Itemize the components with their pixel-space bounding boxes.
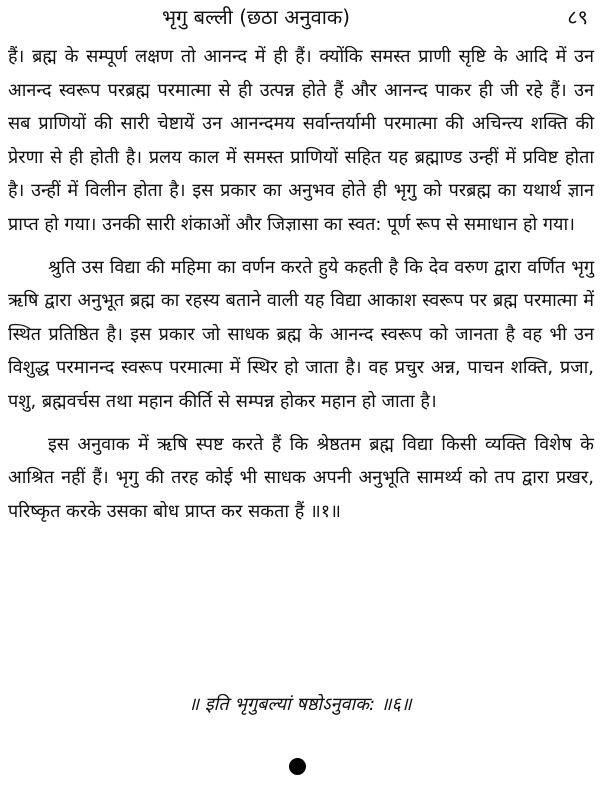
paragraph-3: इस अनुवाक में ऋषि स्पष्ट करते हैं कि श्रेष्ठतम ब्रह्म विद्या किसी व्यक्ति विशेष के आश्रित नहीं हैं। भृगु की तरह कोई भी साधक अपनी अनुभूति सामर्थ्य को तप द्वारा प्रखर, परिष्कृत करके उसका बोध प्राप्त कर सकता हैं ॥१॥ xyxy=(8,433,594,522)
paragraph-2: श्रुति उस विद्या की महिमा का वर्णन करते हुये कहती है कि देव वरुण द्वारा वर्णित भृगु ऋषि द्वारा अनुभूत ब्रह्म का रहस्य बताने वाली यह विद्या आकाश स्वरूप पर ब्रह्म परमात्मा में स्थित प्रतिष्ठित है। इस प्रकार जो साधक ब्रह्म के आनन्द स्वरूप को जानता है वह भी उन विशुद्ध परमानन्द स्वरूप परमात्मा में स्थिर हो जाता है। वह प्रचुर अन्न, पाचन शक्ति, प्रजा, पशु, ब्रह्मवर्चस तथा महान कीर्ति से सम्पन्न होकर महान हो जाता है। xyxy=(8,256,594,412)
body-text xyxy=(8,40,594,528)
end-bullet-mark xyxy=(289,758,306,775)
page-number: ८९ xyxy=(567,5,588,29)
running-header xyxy=(0,2,600,34)
paragraph-gap xyxy=(8,242,594,251)
chapter-colophon: ॥ इति भृगुबल्यां षष्ठोऽनुवाक: ॥६॥ xyxy=(188,694,412,715)
paragraph-1: हैं। ब्रह्म के सम्पूर्ण लक्षण तो आनन्द में ही हैं। क्योंकि समस्त प्राणी सृष्टि के आदि में उन आनन्द स्वरूप परब्रह्म परमात्मा से ही उत्पन्न होते हैं और आनन्द पाकर ही जी रहे हैं। उन सब प्राणियों की सारी चेष्टायें उन आनन्दमय सर्वान्तर्यामी परमात्मा की अचिन्त्य शक्ति की प्रेरणा से ही होती है। प्रलय काल में समस्त प्राणियों सहित यह ब्रह्माण्ड उन्हीं में प्रविष्ट होता है। उन्हीं में विलीन होता है। इस प्रकार का अनुभव होते ही भृगु को परब्रह्म का यथार्थ ज्ञान प्राप्त हो गया। उनकी सारी शंकाओं और जिज्ञासा का स्वत: पूर्ण रूप से समाधान हो गया। xyxy=(8,46,594,235)
paragraph-gap xyxy=(8,419,594,428)
running-title: भृगु बल्ली (छठा अनुवाक) xyxy=(162,5,351,29)
